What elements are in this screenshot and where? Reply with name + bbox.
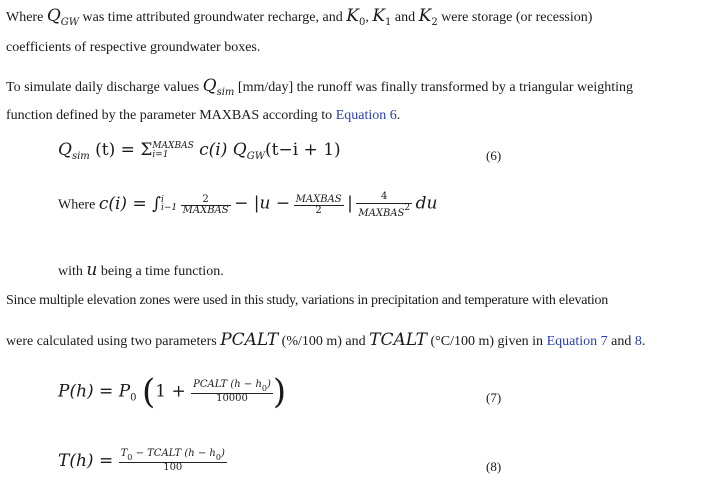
math-PCALT: PCALT [220,330,279,350]
text-recharge: was time attributed groundwater recharge, and [82,10,343,25]
equation-c-weighting: Where c(i) = ∫ i i−1 $\frac{2}{\text{MAXBAS}}$ − |u − $\frac{\text{MAXBAS}}{2}$ | $\frac{4}{\text{MAXBAS2}}$ du [58,191,438,219]
text-where: Where [6,10,44,25]
para-elevation-line2 [6,330,645,350]
text-pcalt-unit: (%/100 m) and [281,334,366,349]
para-elevation-line1 [6,293,608,309]
text-coefficients: coefficients of respective groundwater boxes. [6,40,261,55]
text-two-parameters: were calculated using two parameters [6,334,217,349]
math-TCALT: TCALT [369,330,428,350]
equation-8-link[interactable]: 8 [634,334,642,349]
math-K2: $K_2$ [418,6,438,28]
para-groundwater-line1: Where $Q_{GW}$ was time attributed groundwater recharge, and $K_0$, $K_1$ and $K_2$ were storage (or recession) [6,6,593,28]
text-and-2: and [611,334,632,349]
equation-8: T(h) = $\frac{T_0 - TCALT (h - h_0)}{100}$ [58,448,225,474]
equation-8-number: (8) [486,459,502,474]
text-time-function: being a time function. [100,264,224,279]
text-with-u: with u being a time function. [58,260,224,280]
equation-7-number: (7) [486,390,502,405]
text-storage: were storage (or recession) [441,10,593,25]
text-mmday: [mm/day] the runoff was finally transformed by a triangular weighting [237,80,634,95]
equation-6: $Q_{sim}$ (t) = Σ MAXBAS i=1 c(i) $Q_{GW}(t-i + 1)$ [58,140,341,162]
text-elevation-zones: Since multiple elevation zones were used in this study, variations in precipitation and temperature with elevation [6,293,608,308]
math-K1: $K_1$ [372,6,392,28]
text-and: and [394,10,416,25]
para-discharge-line1 [6,76,633,98]
math-K0: $K_0$ [346,6,366,28]
text-where-c: Where [58,197,96,213]
text-with: with [58,264,83,279]
text-tcalt-unit: (°C/100 m) given in [430,334,544,349]
equation-6-link[interactable]: Equation 6 [335,108,397,123]
equation-7-link[interactable]: Equation 7 [546,334,608,349]
para-discharge-line2 [6,108,400,124]
equation-7: $P(h) = P_0$ (1 + $\frac{PCALT (h - h_0)}{10000}$ ) [58,372,287,412]
text-function-defined: function defined by the parameter MAXBAS according to [6,108,333,123]
equation-6-number: (6) [486,148,502,163]
math-Qgw: $Q_{GW}$ [46,6,80,28]
text-period: . [396,108,401,123]
text-simulate: To simulate daily discharge values [6,80,200,95]
text-period-2: . [641,334,646,349]
math-Qsim: $Q_{sim}$ [202,76,235,98]
para-groundwater-line2 [6,40,260,56]
